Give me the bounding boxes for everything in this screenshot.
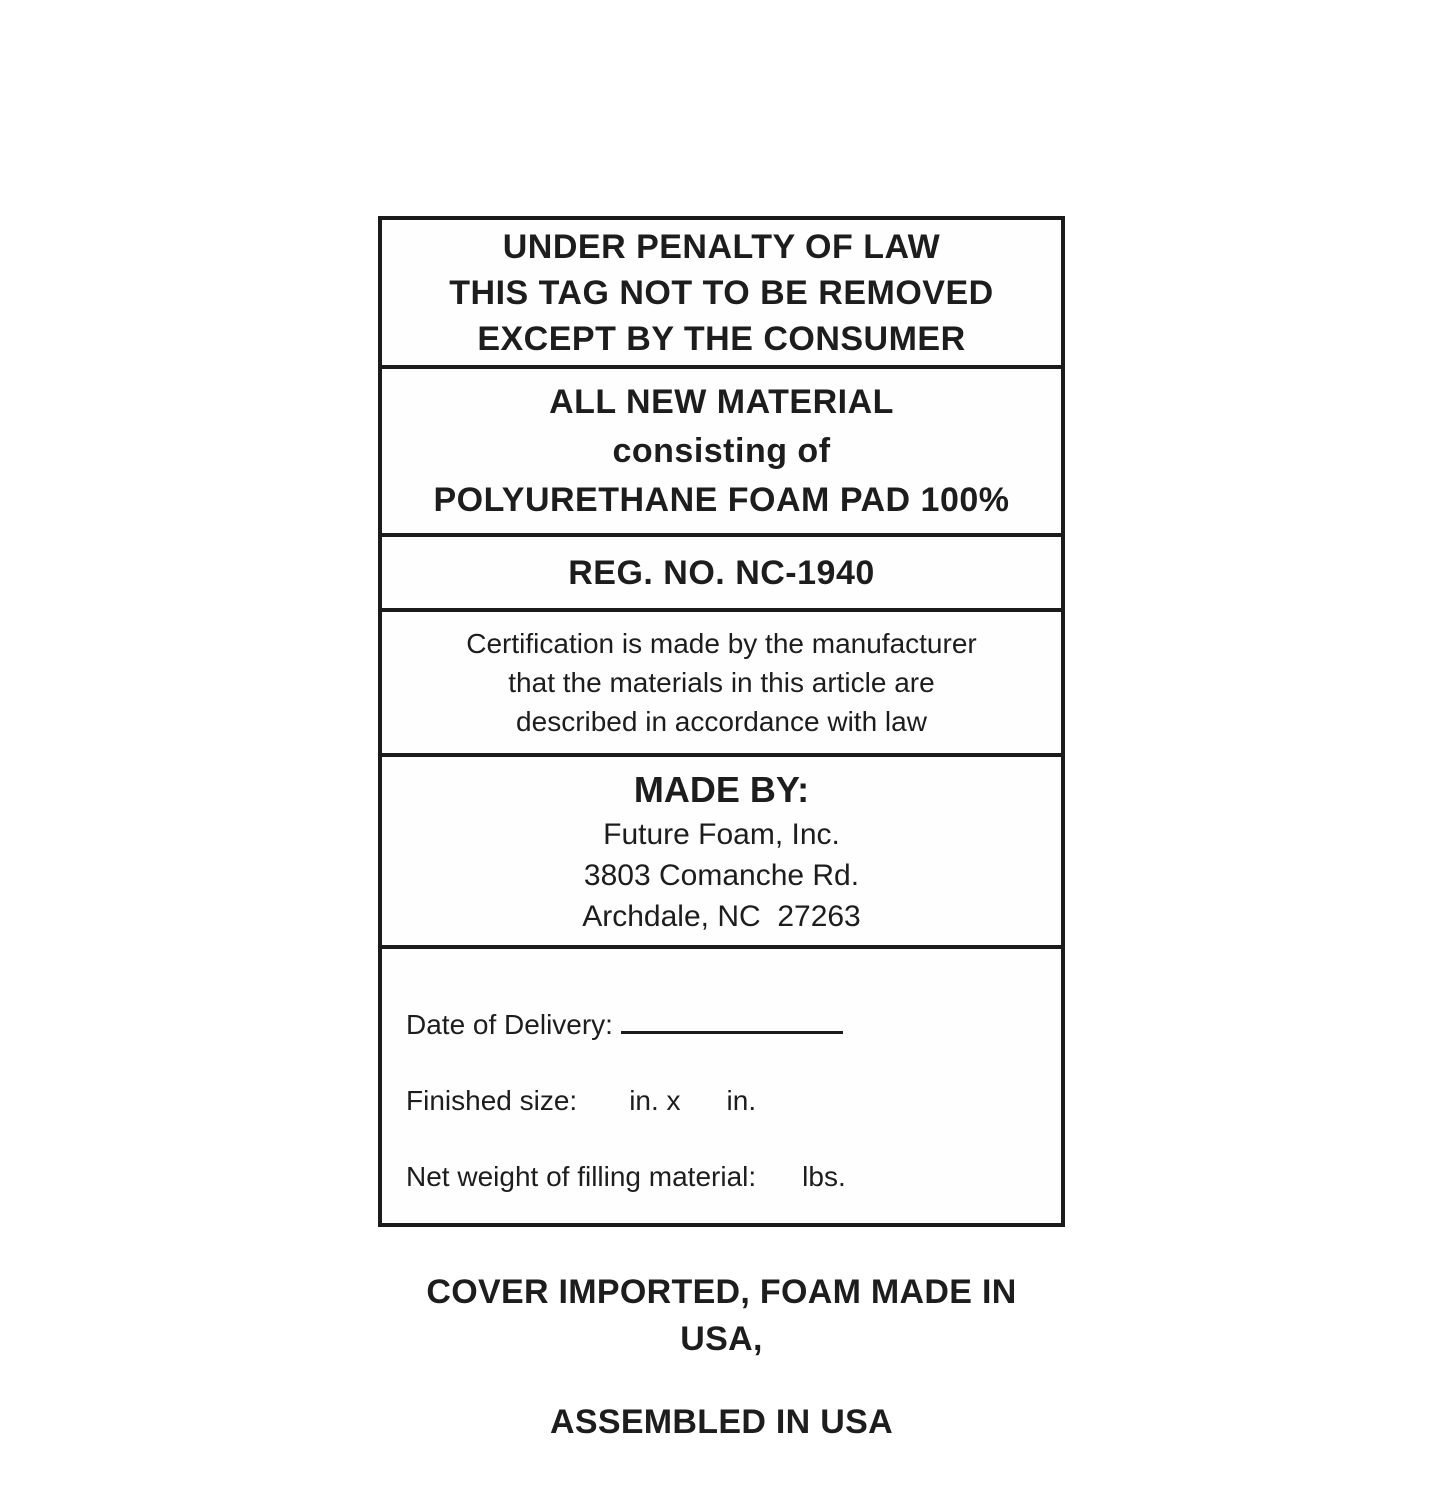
law-label bbox=[378, 216, 1065, 1441]
certification-line-1: Certification is made by the manufacturer bbox=[466, 628, 977, 659]
finished-size-unit-2: in. bbox=[726, 1085, 757, 1116]
manufacturer-street: 3803 Comanche Rd. bbox=[583, 858, 860, 892]
date-of-delivery-row bbox=[406, 1005, 1037, 1045]
net-weight-unit: lbs. bbox=[802, 1161, 846, 1192]
material-line-1: ALL NEW MATERIAL bbox=[549, 382, 894, 421]
details-section bbox=[382, 949, 1061, 1441]
detail-rows bbox=[382, 949, 1061, 1233]
certification-section bbox=[382, 612, 1061, 757]
finished-size-row bbox=[406, 1081, 1037, 1121]
finished-size-unit-1: in. x bbox=[629, 1085, 681, 1116]
material-line-3: POLYURETHANE FOAM PAD 100% bbox=[433, 480, 1010, 519]
penalty-line-2: THIS TAG NOT TO BE REMOVED bbox=[449, 273, 994, 312]
manufacturer-name: Future Foam, Inc. bbox=[603, 817, 840, 851]
net-weight-row bbox=[406, 1157, 1037, 1197]
origin-line-1: COVER IMPORTED, FOAM MADE IN USA, bbox=[426, 1273, 1027, 1358]
material-section bbox=[382, 369, 1061, 537]
origin-section bbox=[382, 1233, 1061, 1494]
date-of-delivery-label: Date of Delivery: bbox=[406, 1009, 613, 1040]
made-by-heading: MADE BY: bbox=[633, 768, 810, 810]
date-blank-line bbox=[621, 1009, 843, 1034]
penalty-section bbox=[382, 220, 1061, 369]
certification-line-3: described in accordance with law bbox=[516, 706, 927, 737]
registration-section bbox=[382, 537, 1061, 612]
registration-number: REG. NO. NC-1940 bbox=[568, 553, 875, 592]
penalty-line-1: UNDER PENALTY OF LAW bbox=[502, 227, 941, 266]
certification-line-2: that the materials in this article are bbox=[508, 667, 935, 698]
finished-size-label: Finished size: bbox=[406, 1085, 578, 1116]
material-line-2: consisting of bbox=[612, 431, 831, 470]
made-by-section bbox=[382, 757, 1061, 949]
net-weight-label: Net weight of filling material: bbox=[406, 1161, 757, 1192]
penalty-line-3: EXCEPT BY THE CONSUMER bbox=[477, 319, 966, 358]
manufacturer-city-state-zip: Archdale, NC 27263 bbox=[582, 899, 861, 933]
origin-line-2: ASSEMBLED IN USA bbox=[550, 1403, 893, 1441]
